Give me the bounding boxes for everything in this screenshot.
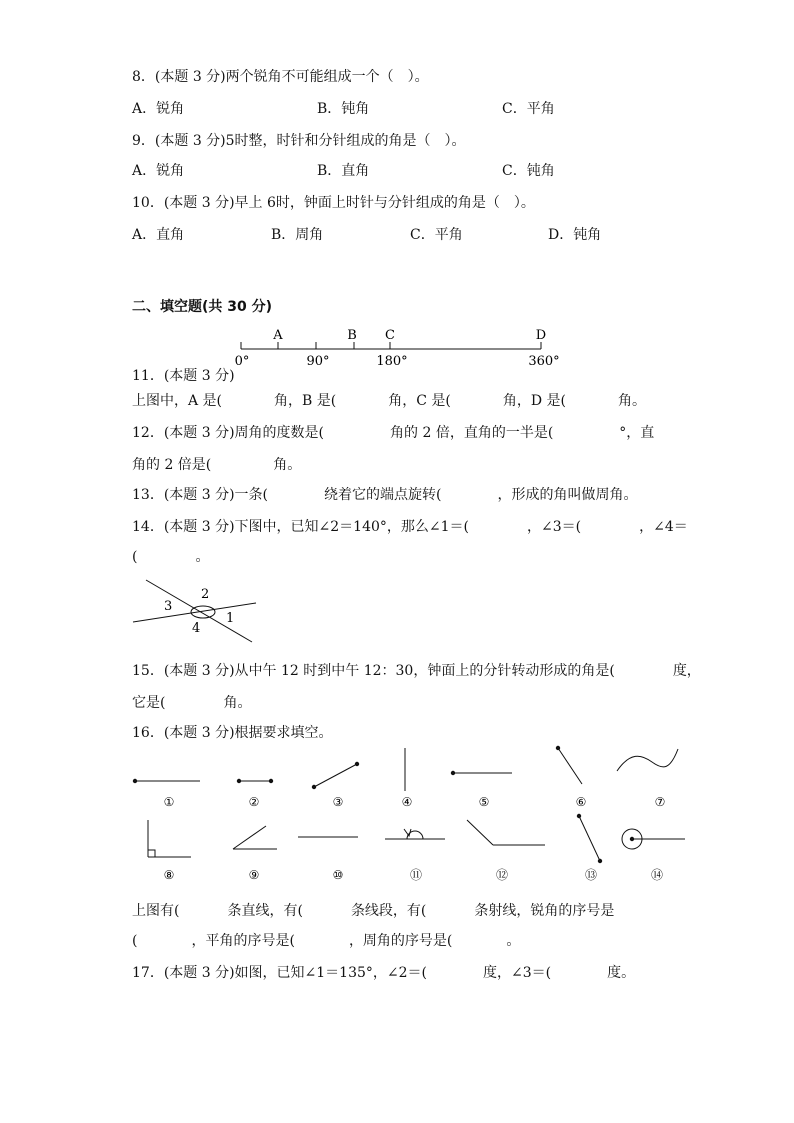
question-15-line2: 它是( 角。 <box>132 695 252 711</box>
figure-13-segment <box>577 814 602 863</box>
angle-number-line <box>230 325 570 370</box>
question-17-line: 17．(本题 3 分)如图，已知∠1＝135°，∠2＝( 度，∠3＝( 度。 <box>132 965 636 981</box>
figure-8-right-angle <box>148 820 191 857</box>
question-10 <box>132 192 535 212</box>
angle-label-4: 4 <box>192 621 201 636</box>
figure-label-14: ⑭ <box>650 868 664 882</box>
question-8-text: 8．(本题 3 分)两个锐角不可能组成一个（ ）。 <box>132 69 429 85</box>
angle-label-1: 1 <box>226 611 235 626</box>
figure-3-segment <box>312 762 359 789</box>
figure-label-1: ① <box>163 795 175 809</box>
question-16-line2: ( ，平角的序号是( ，周角的序号是( 。 <box>132 933 521 949</box>
line-2 <box>133 603 256 622</box>
q8-option-b: B．钝角 <box>317 101 370 117</box>
figure-11-straight-angle <box>385 829 445 839</box>
figure-label-11: ⑪ <box>409 868 423 882</box>
question-14-line2: ( 。 <box>132 549 210 565</box>
point-label-d: D <box>535 328 547 343</box>
section-title: 二、填空题(共 30 分) <box>132 299 273 315</box>
question-16-head: 16．(本题 3 分)根据要求填空。 <box>132 725 333 741</box>
q9-option-a: A．锐角 <box>132 163 185 179</box>
figure-label-2: ② <box>248 795 260 809</box>
figure-label-9: ⑨ <box>248 868 260 882</box>
q9-option-b: B．直角 <box>317 163 370 179</box>
question-16-line1: 上图有( 条直线，有( 条线段，有( 条射线，锐角的序号是 <box>132 903 615 919</box>
q10-option-c: C．平角 <box>410 227 463 243</box>
question-11-head: 11．(本题 3 分) <box>132 368 235 384</box>
point-label-c: C <box>385 328 395 343</box>
figure-label-8: ⑧ <box>163 868 175 882</box>
figure-14-full-angle <box>622 829 685 849</box>
figure-7-curve <box>617 749 678 771</box>
line-types-figure <box>125 742 690 887</box>
q10-option-a: A．直角 <box>132 227 185 243</box>
figure-label-13: ⑬ <box>584 868 598 882</box>
question-15-line1: 15．(本题 3 分)从中午 12 时到中午 12：30，钟面上的分针转动形成的角是( 度， <box>132 663 701 679</box>
q8-option-a: A．锐角 <box>132 101 185 117</box>
question-12-line1: 12．(本题 3 分)周角的度数是( 角的 2 倍，直角的一半是( °，直 <box>132 425 655 441</box>
point-label-a: A <box>273 328 283 343</box>
q9-option-c: C．钝角 <box>502 163 555 179</box>
figure-5-ray <box>451 771 512 775</box>
tick-label-90: 90° <box>306 354 330 369</box>
figure-12-obtuse-angle <box>467 820 545 845</box>
intersecting-lines-figure <box>130 574 260 646</box>
question-9 <box>132 130 466 150</box>
figure-label-7: ⑦ <box>654 795 666 809</box>
tick-label-180: 180° <box>376 354 408 369</box>
q8-option-c: C．平角 <box>502 101 555 117</box>
figure-label-12: ⑫ <box>495 868 509 882</box>
question-12-line2: 角的 2 倍是( 角。 <box>132 457 302 473</box>
figure-label-3: ③ <box>332 795 344 809</box>
angle-label-2: 2 <box>201 587 210 602</box>
figure-2-segment <box>237 779 273 783</box>
question-11-line: 上图中，A 是( 角，B 是( 角，C 是( 角，D 是( 角。 <box>132 393 646 409</box>
question-10-text: 10．(本题 3 分)早上 6时，钟面上时针与分针组成的角是（ ）。 <box>132 195 535 211</box>
figure-6-ray <box>556 746 582 784</box>
question-8 <box>132 66 429 86</box>
tick-label-0: 0° <box>234 354 250 369</box>
figure-label-6: ⑥ <box>575 795 587 809</box>
figure-label-10: ⑩ <box>332 868 344 882</box>
angle-label-3: 3 <box>164 599 173 614</box>
figure-label-4: ④ <box>401 795 413 809</box>
figure-9-acute-angle <box>233 826 277 849</box>
question-9-text: 9．(本题 3 分)5时整，时针和分针组成的角是（ ）。 <box>132 133 466 149</box>
q10-option-d: D．钝角 <box>548 227 602 243</box>
figure-label-5: ⑤ <box>478 795 490 809</box>
figure-1-ray <box>133 779 200 783</box>
tick-label-360: 360° <box>528 354 560 369</box>
question-14-line1: 14．(本题 3 分)下图中，已知∠2＝140°，那么∠1＝( ，∠3＝( ，∠4＝ <box>132 519 688 535</box>
point-label-b: B <box>347 328 357 343</box>
q10-option-b: B．周角 <box>271 227 324 243</box>
question-13-line: 13．(本题 3 分)一条( 绕着它的端点旋转( ，形成的角叫做周角。 <box>132 487 638 503</box>
